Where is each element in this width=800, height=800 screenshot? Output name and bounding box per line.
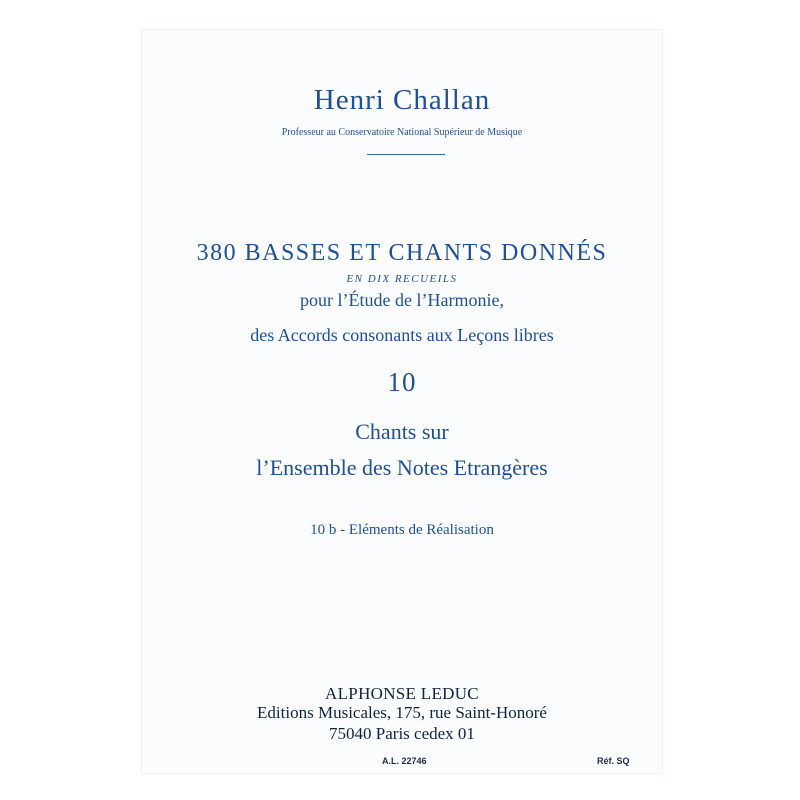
work-description-line-2: des Accords consonants aux Leçons libres <box>250 325 554 345</box>
work-description-line-1: pour l’Étude de l’Harmonie, <box>300 290 504 310</box>
divider-rule <box>367 154 445 155</box>
publisher-address-line-1: Editions Musicales, 175, rue Saint-Honoré <box>257 703 547 722</box>
part-title: 10 b - Eléments de Réalisation <box>310 522 494 538</box>
author-name: Henri Challan <box>313 84 491 116</box>
catalog-number: A.L. 22746 <box>382 756 427 766</box>
volume-title-line-2: l’Ensemble des Notes Etrangères <box>256 455 548 480</box>
reference-code: Réf. SQ <box>597 756 630 766</box>
volume-title-line-1: Chants sur <box>355 419 449 444</box>
book-cover <box>142 30 662 773</box>
publisher-name: ALPHONSE LEDUC <box>325 684 479 703</box>
volume-number: 10 <box>387 367 417 397</box>
work-subtitle: EN DIX RECUEILS <box>346 273 458 285</box>
author-role: Professeur au Conservatoire National Supérieur de Musique <box>281 127 523 138</box>
publisher-address-line-2: 75040 Paris cedex 01 <box>329 724 475 743</box>
work-title: 380 BASSES ET CHANTS DONNÉS <box>196 240 608 266</box>
